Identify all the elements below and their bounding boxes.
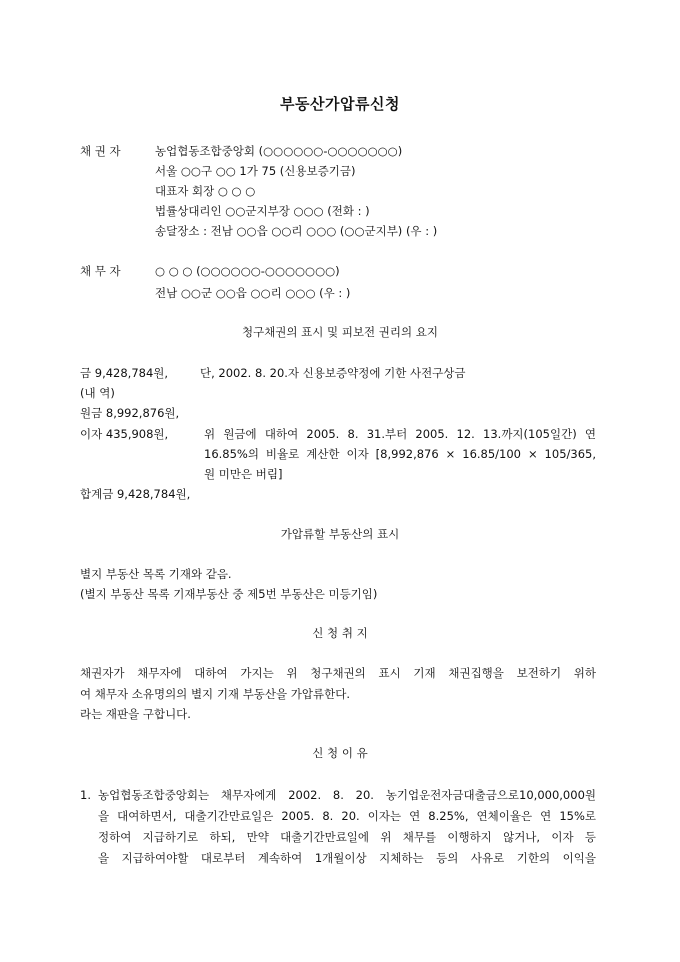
debtor-address: 전남 ○○군 ○○읍 ○○리 ○○○ (우 : ) bbox=[155, 286, 351, 300]
claim-interest-label: 이자 435,908원, bbox=[80, 427, 169, 441]
purpose-line: 라는 재판을 구합니다. bbox=[80, 707, 191, 721]
claim-amount-description: 단, 2002. 8. 20.자 신용보증약정에 기한 사전구상금 bbox=[200, 366, 466, 380]
purpose-line: 여 채무자 소유명의의 별지 기재 부동산을 가압류한다. bbox=[80, 687, 350, 701]
creditor-label: 채 권 자 bbox=[80, 144, 121, 158]
property-section-heading: 가압류할 부동산의 표시 bbox=[280, 527, 400, 541]
reason-line: 을 지급하여야할 대로부터 계속하여 1개월이상 지체하는 등의 사유로 기한의 이익을 bbox=[98, 851, 596, 865]
claim-details-label: (내 역) bbox=[80, 386, 115, 400]
document-title: 부동산가압류신청 bbox=[280, 95, 400, 113]
reason-line: 정하여 지급하기로 하되, 만약 대출기간만료일에 위 채무를 이행하지 않거나, 이자 등 bbox=[98, 830, 596, 844]
creditor-service-address: 송달장소 : 전남 ○○읍 ○○리 ○○○ (○○군지부) (우 : ) bbox=[155, 224, 438, 238]
reasons-section-heading: 신 청 이 유 bbox=[312, 746, 368, 760]
debtor-name: ○ ○ ○ (○○○○○○-○○○○○○○) bbox=[155, 264, 340, 278]
reason-line: 을 대여하면서, 대출기간만료일은 2005. 8. 20. 이자는 연 8.25%, 연체이율은 연 15%로 bbox=[98, 809, 596, 823]
creditor-name: 농업협동조합중앙회 (○○○○○○-○○○○○○○) bbox=[155, 144, 403, 158]
reason-item-number: 1. bbox=[80, 788, 91, 802]
reason-line: 농업협동조합중앙회는 채무자에게 2002. 8. 20. 농기업운전자금대출금으로10,000,000원 bbox=[98, 788, 596, 802]
purpose-line: 채권자가 채무자에 대하여 가지는 위 청구채권의 표시 기재 채권집행을 보전하기 위하 bbox=[80, 666, 596, 680]
claim-total: 합계금 9,428,784원, bbox=[80, 487, 191, 501]
creditor-address: 서울 ○○구 ○○ 1가 75 (신용보증기금) bbox=[155, 164, 356, 178]
claim-interest-line: 원 미만은 버림] bbox=[204, 467, 283, 481]
debtor-label: 채 무 자 bbox=[80, 264, 121, 278]
property-line: 별지 부동산 목록 기재와 같음. bbox=[80, 567, 232, 581]
claim-principal: 원금 8,992,876원, bbox=[80, 406, 180, 420]
claim-amount: 금 9,428,784원, bbox=[80, 366, 169, 380]
purpose-section-heading: 신 청 취 지 bbox=[312, 626, 368, 640]
creditor-legal-agent: 법률상대리인 ○○군지부장 ○○○ (전화 : ) bbox=[155, 204, 370, 218]
claim-section-heading: 청구채권의 표시 및 피보전 권리의 요지 bbox=[241, 325, 439, 339]
claim-interest-line: 위 원금에 대하여 2005. 8. 31.부터 2005. 12. 13.까지(105일간) 연 bbox=[204, 427, 596, 441]
creditor-representative: 대표자 회장 ○ ○ ○ bbox=[155, 184, 256, 198]
property-line: (별지 부동산 목록 기재부동산 중 제5번 부동산은 미등기임) bbox=[80, 587, 378, 601]
claim-interest-line: 16.85%의 비율로 계산한 이자 [8,992,876 × 16.85/100 × 105/365, bbox=[204, 447, 596, 461]
